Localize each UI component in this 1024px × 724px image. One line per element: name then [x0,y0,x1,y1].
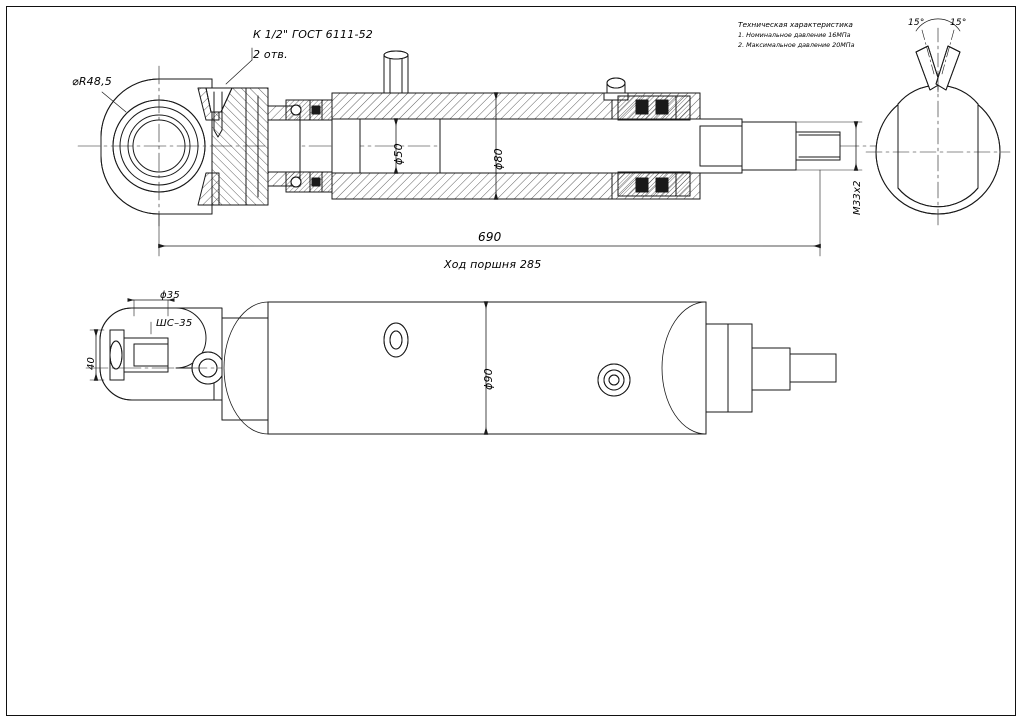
spec-title: Техническая характеристика [738,20,853,29]
label-angle-right: 15° [950,18,967,28]
spec-row: 2. Максимальное давление 20МПа [738,41,855,49]
label-bore-rod: ϕ50 [392,143,405,165]
label-bearing: ШС–35 [156,318,193,329]
label-radius-eye: ⌀R48,5 [72,75,112,88]
label-thread-port: К 1/2" ГОСТ 6111-52 [253,28,374,41]
diameter-symbol-icon: ⌀ [72,75,79,88]
label-rod-thread: М33х2 [852,180,863,215]
label-overall-length: 690 [478,230,502,244]
spec-table [738,20,855,49]
label-angle-left: 15° [908,18,925,28]
label-eye-width: 40 [86,356,97,370]
label-stroke: Ход поршня 285 [444,258,542,271]
label-bore-tube: ϕ80 [492,148,505,170]
label-pin-bore: ϕ35 [160,290,180,301]
spec-row: 1. Номинальное давление 16МПа [738,31,851,39]
label-outer-tube: ϕ90 [482,368,495,390]
label-thread-port-qty: 2 отв. [253,48,288,61]
